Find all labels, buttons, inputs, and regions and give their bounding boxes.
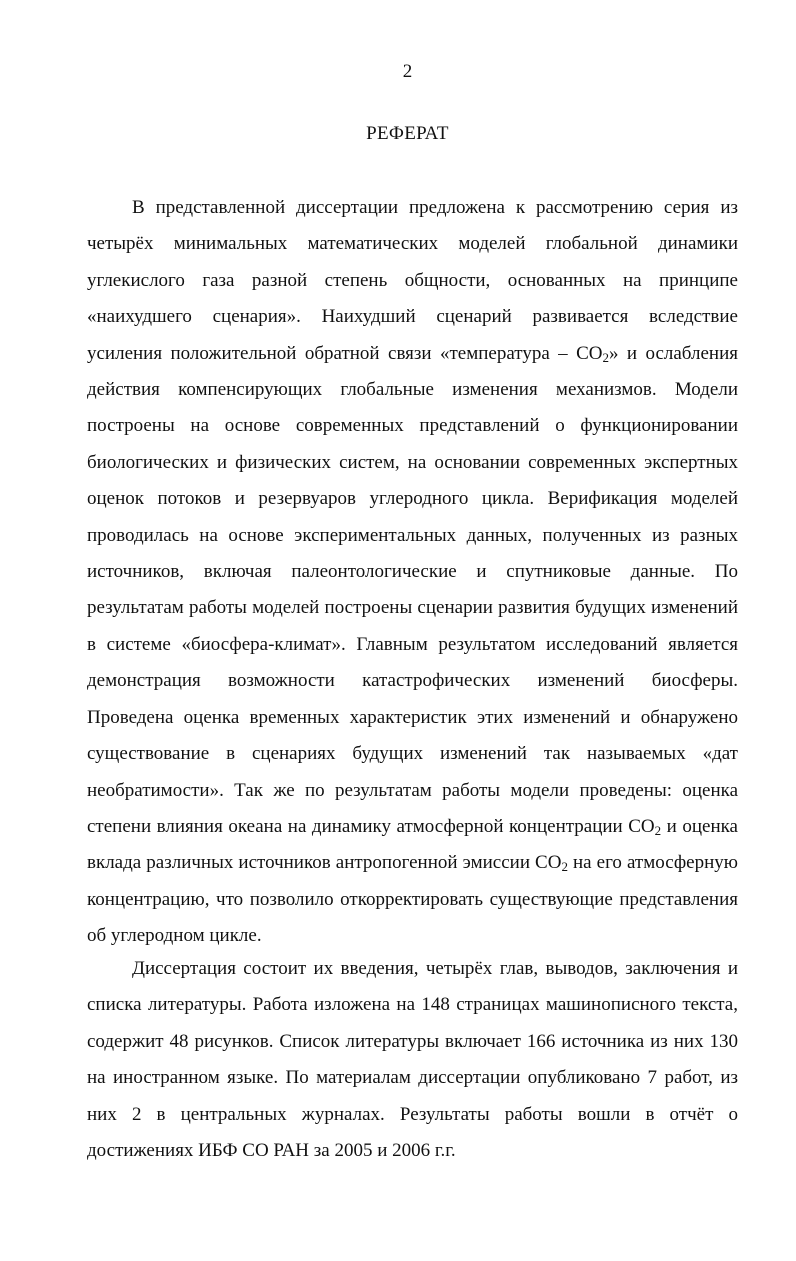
co2-subscript: 2: [602, 349, 609, 365]
paragraph-1-text-part-4: на его атмосферную концентрацию, что позволило откорректировать существующие представления об углеродном цикле.: [87, 852, 738, 947]
abstract-paragraph-1: [87, 190, 738, 955]
co2-subscript: 2: [561, 859, 568, 875]
co2-subscript: 2: [654, 822, 662, 838]
paragraph-1-text-part-3: и оценка вклада различных источников антропогенной эмиссии CO: [87, 815, 738, 874]
abstract-paragraph-2: Диссертация состоит их введения, четырёх глав, выводов, заключения и списка литературы. Работа изложена на 148 страницах машинописного текста, содержит 48 рисунков. Список литературы включает 166 источника из них 130 на иностранном языке. По материалам диссертации опубликовано 7 работ, из них 2 в центральных журналах. Результаты работы вошли в отчёт о достижениях ИБФ СО РАН за 2005 и 2006 г.г.: [87, 958, 738, 1162]
page-number: 2: [402, 61, 413, 82]
paragraph-1-text-part-2: » и ослабления действия компенсирующих глобальные изменения механизмов. Модели построены на основе современных представлений о функционировании биологических и физических систем, на основании современных экспертных оценок потоков и резервуаров углеродного цикла. Верификация моделей проводилась на основе экспериментальных данных, полученных из разных источников, включая палеонтологические и спутниковые данные. По результатам работы моделей построены сценарии развития будущих изменений в системе «биосфера-климат». Главным результатом исследований является демонстрация возможности катастрофических изменений биосферы. Проведена оценка временных характеристик этих изменений и обнаружено существование в сценариях будущих изменений так называемых «дат необратимости». Так же по результатам работы модели проведены: оценка степени влияния океана на динамику атмосферной концентрации CO: [87, 342, 738, 837]
paragraph-1-text-part-1: В представленной диссертации предложена к рассмотрению серия из четырёх минимальных математических моделей глобальной динамики углекислого газа разной степень общности, основанных на принципе «наихудшего сценария». Наихудший сценарий развивается вследствие усиления положительной обратной связи «температура – CO: [87, 197, 738, 364]
section-heading: РЕФЕРАТ: [366, 123, 449, 144]
